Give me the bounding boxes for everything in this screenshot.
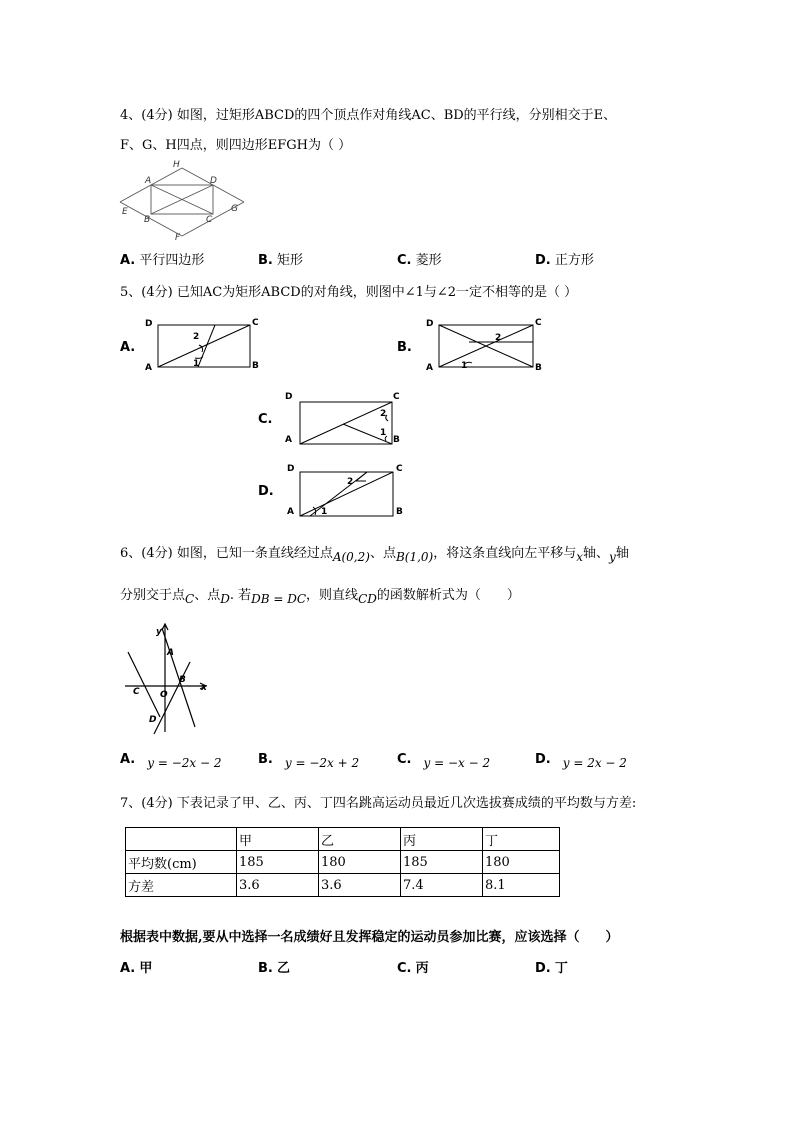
q4-label-G: G	[231, 204, 238, 214]
svg-text:A: A	[287, 507, 294, 517]
svg-text:2: 2	[380, 409, 387, 419]
q6-option-a[interactable]: A. y = −2x − 2	[120, 752, 222, 770]
svg-text:2: 2	[495, 333, 502, 343]
svg-text:D: D	[285, 392, 293, 402]
svg-text:C: C	[393, 392, 400, 402]
q7-option-c[interactable]: C. 丙	[397, 961, 429, 976]
svg-text:y: y	[156, 627, 162, 637]
svg-text:1: 1	[461, 361, 468, 371]
svg-text:A: A	[285, 435, 292, 445]
q5-option-a-label[interactable]: A.	[120, 340, 136, 355]
q4-figure	[118, 158, 248, 243]
svg-text:D: D	[287, 464, 295, 474]
table-header-row: 甲 乙 丙 丁	[126, 828, 560, 851]
q7-option-d[interactable]: D. 丁	[535, 961, 568, 976]
q4-line1: 4、(4分) 如图，过矩形ABCD的四个顶点作对角线AC、BD的平行线，分别相交于E、	[120, 108, 617, 123]
q4-label-H: H	[173, 160, 180, 170]
svg-text:B: B	[535, 363, 542, 373]
q6-option-b[interactable]: B. y = −2x + 2	[258, 752, 360, 770]
q5-line1: 5、(4分) 已知AC为矩形ABCD的对角线，则图中∠1与∠2一定不相等的是（ ）	[120, 285, 578, 300]
q4-option-a[interactable]: A. 平行四边形	[120, 253, 205, 268]
svg-text:A: A	[426, 363, 433, 373]
svg-text:2: 2	[193, 332, 200, 342]
q4-option-d[interactable]: D. 正方形	[535, 253, 594, 268]
q6-figure	[120, 622, 215, 737]
svg-text:1: 1	[380, 428, 387, 438]
svg-text:C: C	[252, 318, 259, 328]
q5-figure-a	[143, 315, 268, 375]
q4-label-C: C	[206, 215, 213, 225]
table-row: 方差 3.6 3.6 7.4 8.1	[126, 874, 560, 897]
q7-option-b[interactable]: B. 乙	[258, 961, 291, 976]
svg-text:D: D	[149, 715, 157, 725]
svg-text:A: A	[167, 648, 174, 658]
svg-text:C: C	[535, 318, 542, 328]
table-row: 平均数(cm) 185 180 185 180	[126, 851, 560, 874]
svg-text:C: C	[133, 687, 140, 697]
q6-option-d[interactable]: D. y = 2x − 2	[535, 752, 627, 770]
q6-line2: 分别交于点C、点D. 若DB = DC，则直线CD的函数解析式为（ ）	[120, 588, 520, 606]
svg-text:B: B	[393, 435, 400, 445]
svg-text:1: 1	[193, 359, 200, 369]
q7-line1: 7、(4分) 下表记录了甲、乙、丙、丁四名跳高运动员最近几次选拔赛成绩的平均数与方差:	[120, 796, 637, 811]
q5-figure-d	[283, 460, 408, 520]
q4-option-b[interactable]: B. 矩形	[258, 253, 304, 268]
q5-option-b-label[interactable]: B.	[397, 340, 412, 355]
q4-label-B: B	[144, 215, 151, 225]
svg-text:D: D	[145, 319, 153, 329]
q6-line1: 6、(4分) 如图，已知一条直线经过点A(0,2)、点B(1,0)，将这条直线向左平移与x轴、y轴	[120, 546, 629, 564]
q5-figure-b	[424, 315, 549, 375]
svg-text:B: B	[179, 675, 186, 685]
q5-figure-c	[283, 388, 408, 448]
q6-option-c[interactable]: C. y = −x − 2	[397, 752, 491, 770]
q4-option-c[interactable]: C. 菱形	[397, 253, 442, 268]
svg-text:2: 2	[347, 477, 354, 487]
q4-line2: F、G、H四点，则四边形EFGH为（ ）	[120, 138, 352, 153]
q4-label-E: E	[122, 207, 128, 217]
q7-option-a[interactable]: A. 甲	[120, 961, 153, 976]
q5-option-c-label[interactable]: C.	[258, 412, 273, 427]
q4-label-A: A	[145, 176, 152, 186]
svg-text:B: B	[396, 507, 403, 517]
svg-text:O: O	[160, 690, 168, 700]
svg-text:x: x	[201, 683, 207, 693]
svg-text:B: B	[252, 361, 259, 371]
q7-table	[125, 827, 560, 897]
q7-question: 根据表中数据,要从中选择一名成绩好且发挥稳定的运动员参加比赛，应该选择（ ）	[120, 930, 619, 945]
svg-text:C: C	[396, 464, 403, 474]
svg-text:A: A	[145, 363, 152, 373]
q4-label-F: F	[175, 233, 181, 243]
q4-label-D: D	[210, 176, 217, 186]
svg-text:1: 1	[321, 507, 328, 517]
svg-text:D: D	[426, 319, 434, 329]
q5-option-d-label[interactable]: D.	[258, 484, 274, 499]
